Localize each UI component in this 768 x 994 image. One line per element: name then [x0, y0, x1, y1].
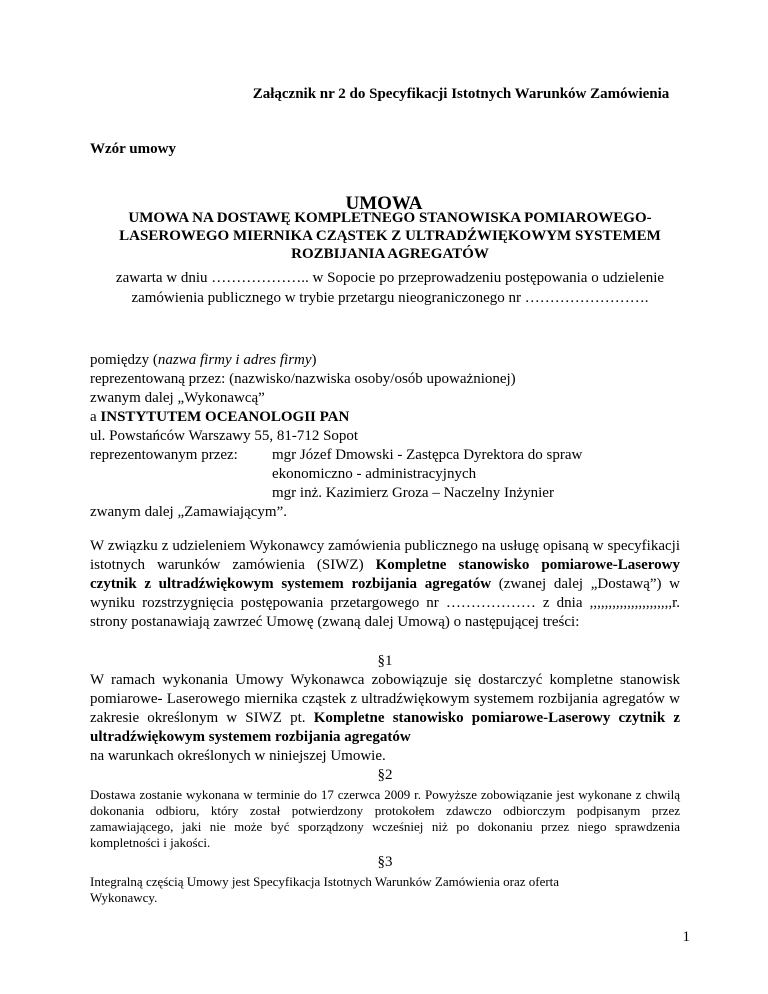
text: a	[90, 409, 101, 425]
page-number: 1	[682, 929, 690, 945]
contractor-line	[90, 351, 690, 370]
subtitle-line: UMOWA NA DOSTAWĘ KOMPLETNEGO STANOWISKA POMIAROWEGO-	[128, 210, 652, 226]
institute-line	[90, 408, 690, 427]
section-body	[90, 671, 680, 747]
clause-line: zawarta w dniu ……………….. w Sopocie po przeprowadzeniu postępowania o udzielenie	[115, 270, 665, 286]
representative-role: ekonomiczno - administracyjnych	[272, 466, 477, 482]
template-label: Wzór umowy	[90, 141, 176, 157]
contractor-alias: zwanym dalej „Wykonawcą”	[90, 390, 265, 406]
subtitle-line: ROZBIJANIA AGREGATÓW	[291, 246, 489, 262]
parties-block	[90, 351, 690, 522]
representative: mgr Józef Dmowski - Zastępca Dyrektora do spraw	[272, 447, 583, 463]
annex-heading: Załącznik nr 2 do Specyfikacji Istotnych Warunków Zamówienia	[252, 86, 670, 102]
text: W ramach wykonania Umowy Wykonawca zobowiązuje się dostarczyć kompletne stanowisk pomiarowe- Laserowego miernika cząstek z ultradźwiękowym systemem rozbijania agregatów w zakresie określonym w SIWZ pt.	[90, 672, 680, 726]
text: pomiędzy (	[90, 352, 158, 368]
section-3	[90, 853, 680, 906]
bold-text: Kompletne stanowisko pomiarowe-Laserowy czytnik z ultradźwiękowym systemem rozbijania agregatów	[90, 710, 680, 745]
clause-line: zamówienia publicznego w trybie przetargu nieograniczonego nr …………………….	[131, 290, 649, 306]
document-subtitle	[90, 209, 690, 263]
section-title: §2	[377, 767, 393, 783]
section-title: §3	[377, 854, 393, 870]
label: reprezentowanym przez:	[90, 447, 238, 463]
representatives-line	[90, 446, 690, 465]
section-2	[90, 766, 680, 851]
text: )	[311, 352, 317, 368]
representative: mgr inż. Kazimierz Groza – Naczelny Inżynier	[272, 485, 554, 501]
section-title: §1	[377, 653, 393, 669]
institute-name: INSTYTUTEM OCEANOLOGII PAN	[100, 409, 350, 425]
intro-paragraph	[90, 537, 680, 632]
document-title: UMOWA	[345, 193, 423, 214]
section-body: Wykonawcy.	[90, 890, 158, 905]
section-body-end: na warunkach określonych w niniejszej Umowie.	[90, 748, 386, 764]
section-body: Dostawa zostanie wykonana w terminie do 17 czerwca 2009 r. Powyższe zobowiązanie jest wykonane z chwilą dokonania odbioru, który został potwierdzony protokołem zdawczo odbiorczym podpisanym przez zamawiającego, jaki nie może być sporządzony wcześniej niż po dokonaniu przez niego sprawdzenia kompletności i jakości.	[90, 787, 680, 850]
text: (zwanej dalej „Dostawą”) w wyniku rozstrzygnięcia postępowania przetargowego nr ……………… z dnia ,,,,,,,,,,,,,,,,,,,,,,r. strony postanawiają zawrzeć Umowę (zwaną dalej Umową) o następującej treści:	[90, 576, 681, 630]
bold-text: Kompletne stanowisko pomiarowe-Laserowy czytnik z ultradźwiękowym systemem rozbijania agregatów	[90, 557, 680, 592]
text: W związku z udzieleniem Wykonawcy zamówienia publicznego na usługę opisaną w specyfikacji istotnych warunków zamówienia (SIWZ)	[90, 538, 680, 573]
subtitle-line: LASEROWEGO MIERNIKA CZĄSTEK Z ULTRADŹWIĘKOWYM SYSTEMEM	[119, 228, 661, 244]
section-body: Integralną częścią Umowy jest Specyfikacja Istotnych Warunków Zamówienia oraz oferta	[90, 874, 560, 889]
section-1	[90, 652, 680, 766]
italic-text: nazwa firmy i adres firmy	[157, 352, 312, 368]
client-alias: zwanym dalej „Zamawiającym”.	[90, 504, 287, 520]
represented-line: reprezentowaną przez: (nazwisko/nazwiska osoby/osób upoważnionej)	[90, 371, 516, 387]
institute-address: ul. Powstańców Warszawy 55, 81-712 Sopot	[90, 428, 359, 444]
contract-date-clause	[90, 268, 690, 308]
